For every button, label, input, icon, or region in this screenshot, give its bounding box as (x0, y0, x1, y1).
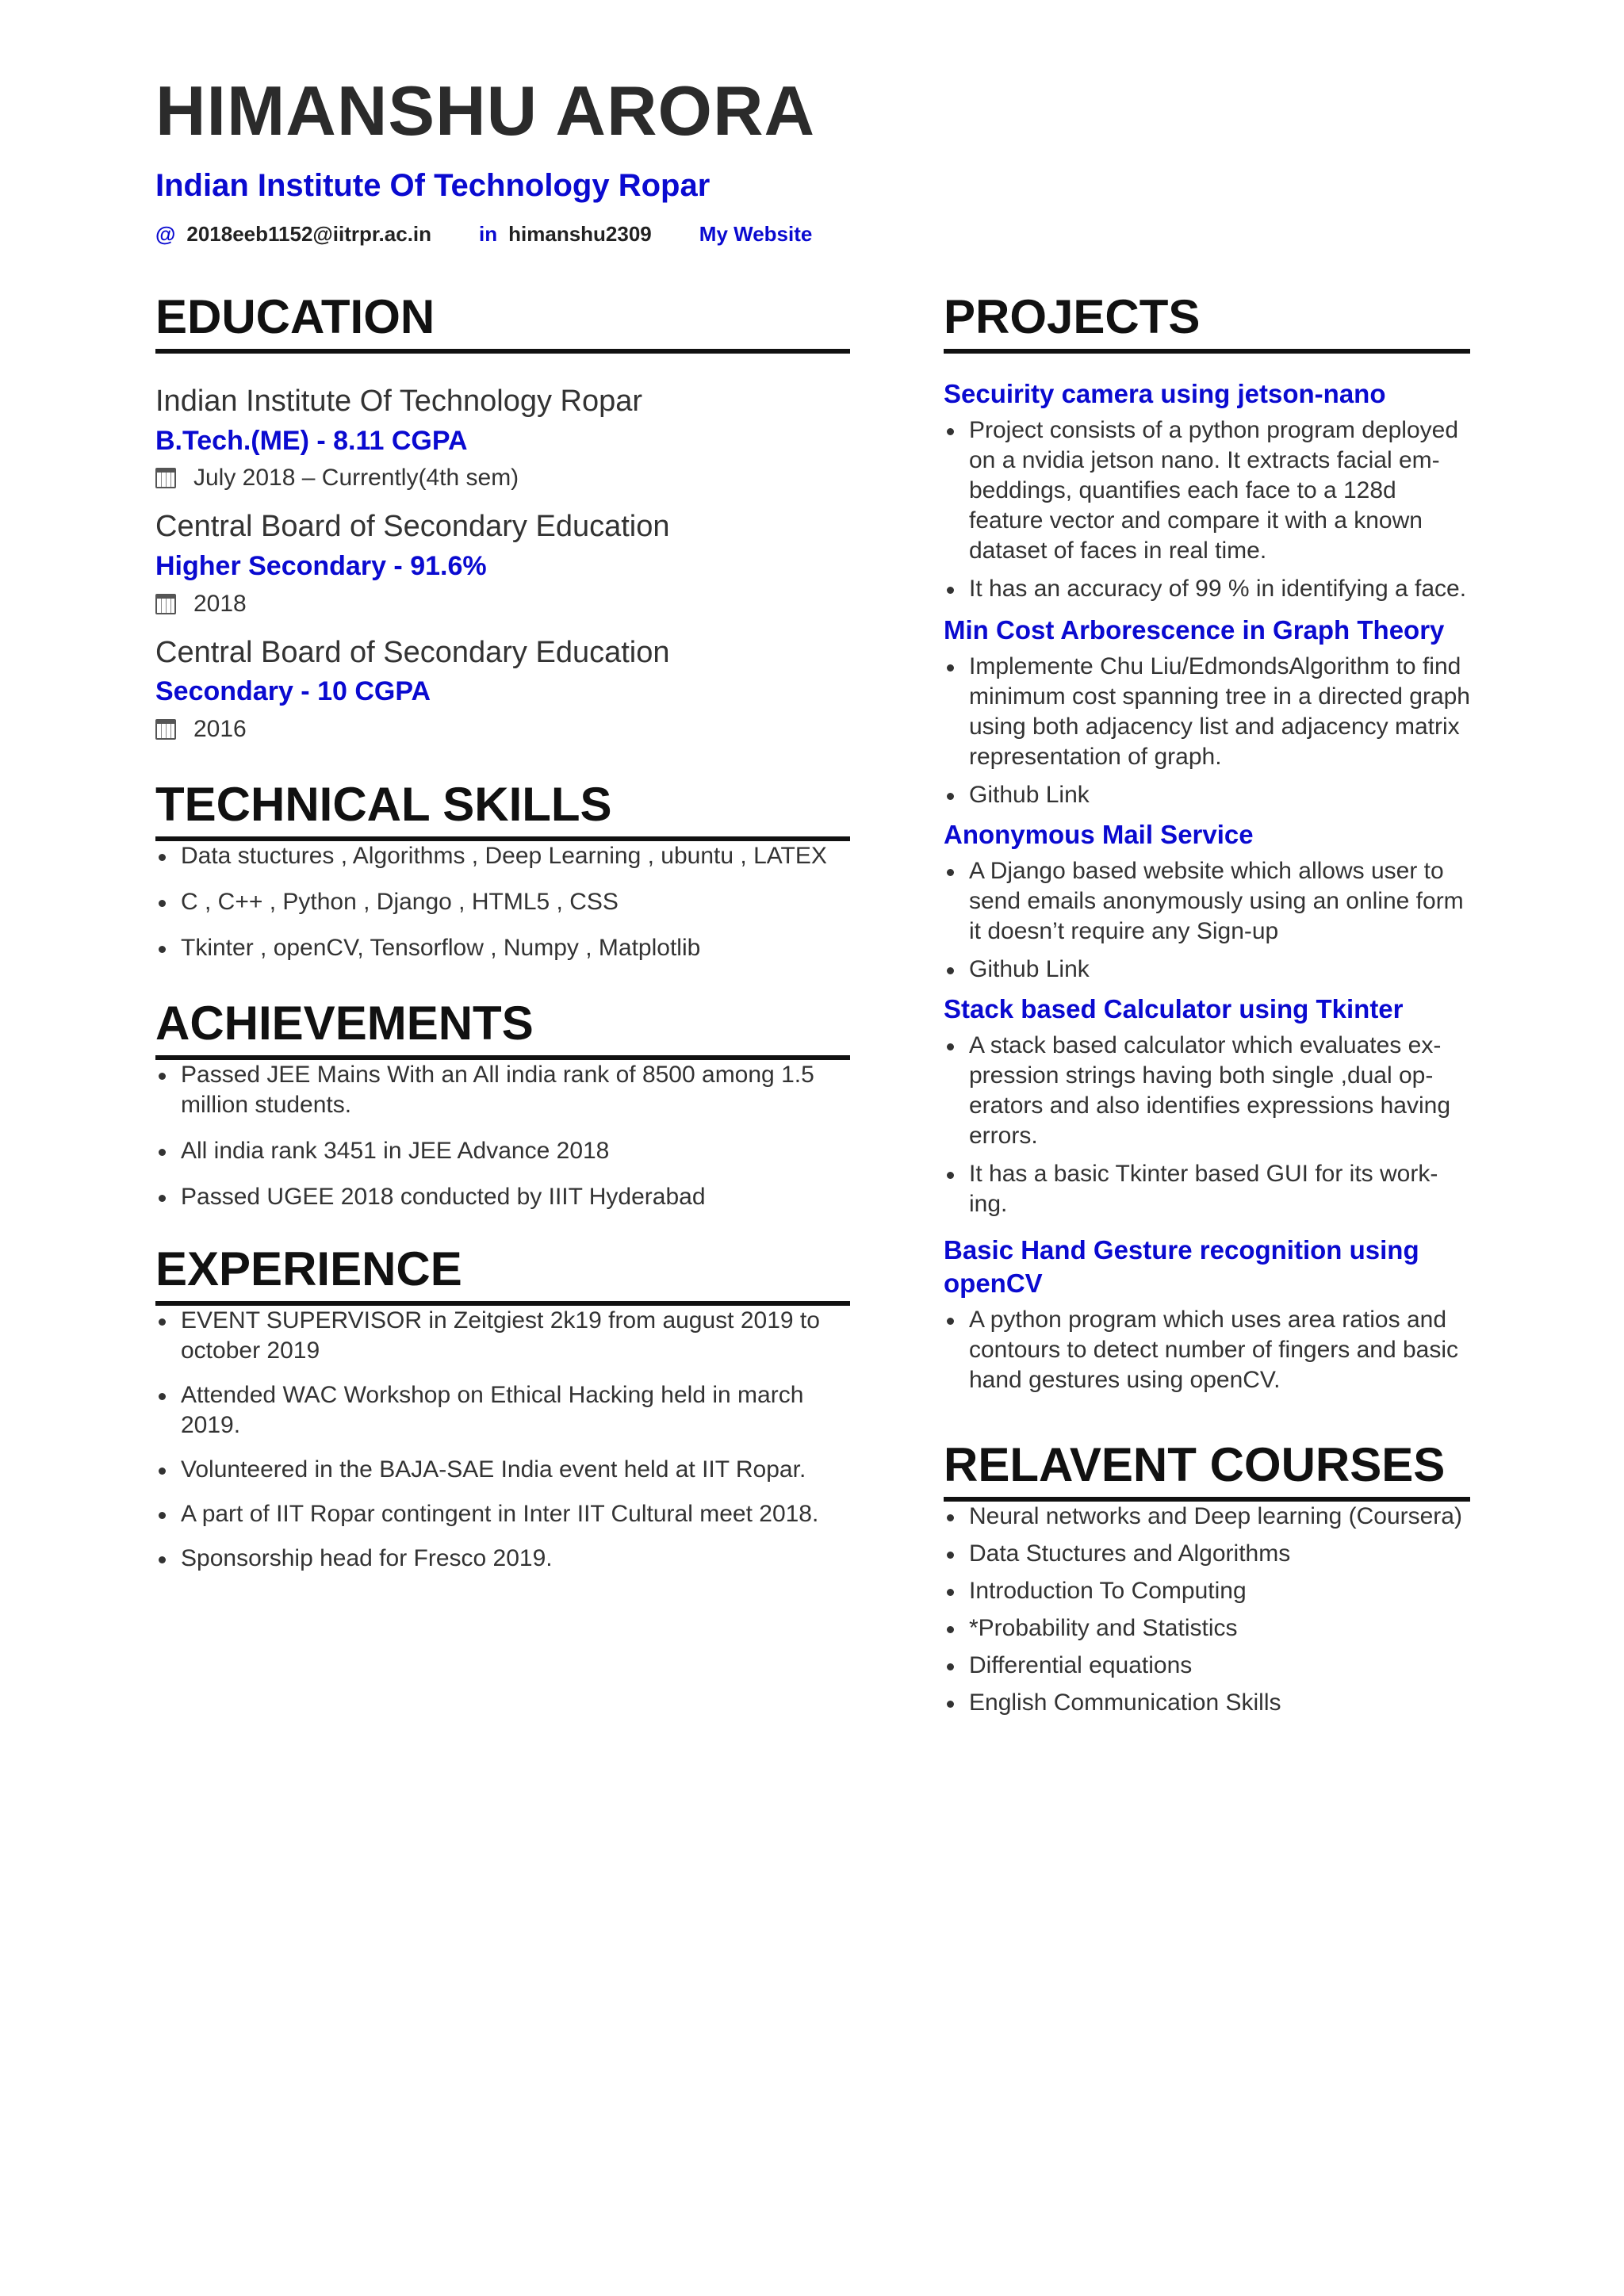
experience-list (155, 1306, 850, 1574)
list-item: Introduction To Computing (944, 1576, 1470, 1606)
linkedin-icon: in (479, 222, 498, 246)
education-heading: EDUCATION (155, 293, 850, 354)
list-item: Data Stuctures and Algorithms (944, 1539, 1470, 1569)
email-text: 2018eeb1152@iitrpr.ac.in (186, 222, 432, 246)
list-item: C , C++ , Python , Django , HTML5 , CSS (155, 887, 850, 917)
list-item: Volunteered in the BAJA-SAE India event held at IIT Ropar. (155, 1455, 850, 1485)
list-item: Project consists of a python program deployed on a nvidia jetson nano. It extracts facial em-beddings, quantifies each face to a 128d feature vector and compare it with a known dataset of faces in real time. (944, 415, 1470, 566)
list-item: It has an accuracy of 99 % in identifying a face. (944, 574, 1470, 604)
list-item: A python program which uses area ratios and contours to detect number of fingers and basic hand gestures using openCV. (944, 1305, 1470, 1395)
education-date (155, 465, 850, 492)
linkedin-text: himanshu2309 (508, 222, 652, 246)
list-item: Sponsorship head for Fresco 2019. (155, 1544, 850, 1574)
education-date (155, 591, 850, 618)
project-points (944, 856, 1470, 985)
experience-heading: EXPERIENCE (155, 1246, 850, 1306)
courses-heading: RELAVENT COURSES (944, 1441, 1470, 1502)
project-entry (944, 614, 1470, 810)
list-item: Differential equations (944, 1651, 1470, 1681)
education-institution: Central Board of Secondary Education (155, 635, 670, 669)
candidate-name: HIMANSHU ARORA (155, 71, 816, 150)
linkedin-contact[interactable] (479, 222, 652, 247)
projects-heading: PROJECTS (944, 293, 1470, 354)
list-item: It has a basic Tkinter based GUI for its work-ing. (944, 1159, 1470, 1219)
education-date (155, 716, 850, 743)
project-points (944, 1031, 1470, 1219)
education-date-text: 2016 (193, 716, 247, 743)
project-title: Secuirity camera using jetson-nano (944, 379, 1386, 408)
project-points (944, 652, 1470, 810)
courses-list (944, 1502, 1470, 1718)
project-title: Anonymous Mail Service (944, 820, 1254, 849)
email-contact[interactable] (155, 222, 431, 247)
education-date-text: July 2018 – Currently(4th sem) (193, 465, 519, 492)
education-entry (155, 635, 850, 743)
left-column (155, 290, 850, 1588)
list-item: English Communication Skills (944, 1688, 1470, 1718)
education-institution: Central Board of Secondary Education (155, 510, 670, 544)
calendar-icon (155, 594, 176, 614)
list-item: A part of IIT Ropar contingent in Inter IIT Cultural meet 2018. (155, 1499, 850, 1529)
at-icon: @ (155, 222, 176, 246)
skills-heading: TECHNICAL SKILLS (155, 781, 850, 841)
project-title: Stack based Calculator using Tkinter (944, 994, 1404, 1024)
github-link[interactable]: Github Link (944, 780, 1470, 810)
list-item: EVENT SUPERVISOR in Zeitgiest 2k19 from august 2019 to october 2019 (155, 1306, 850, 1366)
website-link[interactable]: My Website (699, 222, 813, 246)
project-entry (944, 993, 1470, 1219)
affiliation: Indian Institute Of Technology Ropar (155, 168, 710, 203)
list-item: Neural networks and Deep learning (Coursera) (944, 1502, 1470, 1532)
education-date-text: 2018 (193, 590, 247, 617)
project-entry (944, 818, 1470, 985)
education-degree: Higher Secondary - 91.6% (155, 550, 487, 581)
contact-row (155, 222, 860, 247)
project-title: Basic Hand Gesture recognition using openCV (944, 1235, 1419, 1298)
education-degree: B.Tech.(ME) - 8.11 CGPA (155, 425, 468, 456)
list-item: A stack based calculator which evaluates ex-pression strings having both single ,dual op-erators and also identifies expressions having errors. (944, 1031, 1470, 1151)
list-item: Passed UGEE 2018 conducted by IIIT Hyderabad (155, 1182, 850, 1212)
list-item: Attended WAC Workshop on Ethical Hacking held in march 2019. (155, 1380, 850, 1441)
list-item: Passed JEE Mains With an All india rank of 8500 among 1.5 million students. (155, 1060, 850, 1120)
project-points (944, 415, 1470, 604)
list-item: Implemente Chu Liu/EdmondsAlgorithm to find minimum cost spanning tree in a directed graph using both adjacency list and adjacency matrix representation of graph. (944, 652, 1470, 772)
education-list (155, 384, 850, 743)
education-entry (155, 384, 850, 492)
project-entry (944, 377, 1470, 604)
calendar-icon (155, 468, 176, 488)
list-item: Data stuctures , Algorithms , Deep Learning , ubuntu , LATEX (155, 841, 850, 871)
calendar-icon (155, 719, 176, 740)
education-degree: Secondary - 10 CGPA (155, 676, 431, 707)
education-institution: Indian Institute Of Technology Ropar (155, 385, 643, 418)
list-item: All india rank 3451 in JEE Advance 2018 (155, 1136, 850, 1166)
project-title: Min Cost Arborescence in Graph Theory (944, 615, 1445, 645)
github-link[interactable]: Github Link (944, 955, 1470, 985)
projects-list (944, 377, 1470, 1395)
achievements-list (155, 1060, 850, 1212)
list-item: *Probability and Statistics (944, 1613, 1470, 1644)
list-item: Tkinter , openCV, Tensorflow , Numpy , Matplotlib (155, 933, 850, 963)
right-column (944, 290, 1470, 1725)
list-item: A Django based website which allows user to send emails anonymously using an online form it doesn’t require any Sign-up (944, 856, 1470, 947)
skills-list (155, 841, 850, 963)
education-entry (155, 509, 850, 617)
project-entry (944, 1234, 1470, 1395)
project-points (944, 1305, 1470, 1395)
achievements-heading: ACHIEVEMENTS (155, 1000, 850, 1060)
